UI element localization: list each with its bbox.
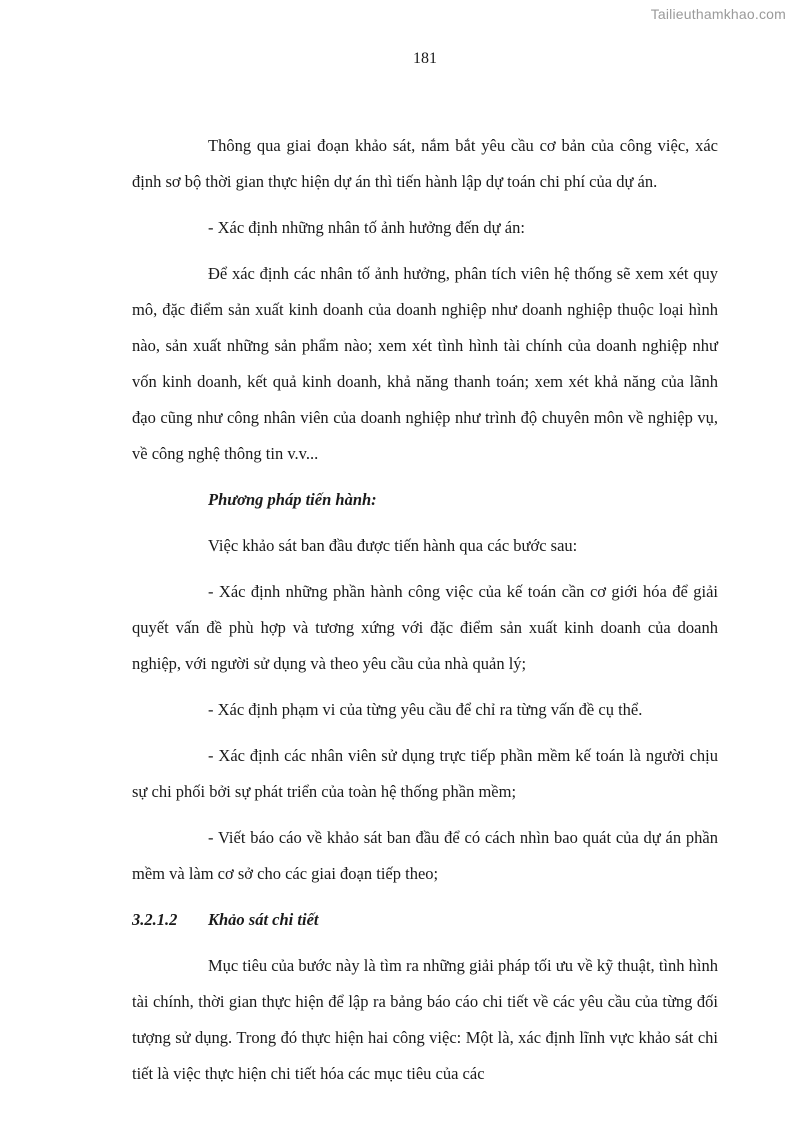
paragraph-8: - Viết báo cáo về khảo sát ban đầu để có cách nhìn bao quát của dự án phần mềm và làm cơ sở cho các giai đoạn tiếp theo; (132, 828, 718, 883)
watermark: Tailieuthamkhao.com (650, 6, 786, 22)
section-heading (132, 902, 718, 938)
paragraph-3: Để xác định các nhân tố ảnh hưởng, phân tích viên hệ thống sẽ xem xét quy mô, đặc điểm sản xuất kinh doanh của doanh nghiệp như doanh nghiệp thuộc loại hình nào, sản xuất những sản phẩm nào; xem xét tình hình tài chính của doanh nghiệp như vốn kinh doanh, kết quả kinh doanh, khả năng thanh toán; xem xét khả năng của lãnh đạo cũng như công nhân viên của doanh nghiệp như trình độ chuyên môn về nghiệp vụ, về công nghệ thông tin v.v... (132, 264, 718, 463)
paragraph-7: - Xác định các nhân viên sử dụng trực tiếp phần mềm kế toán là người chịu sự chi phối bởi sự phát triển của toàn hệ thống phần mềm; (132, 746, 718, 801)
subheading-method: Phương pháp tiến hành: (208, 490, 377, 509)
paragraph-9: Mục tiêu của bước này là tìm ra những giải pháp tối ưu về kỹ thuật, tình hình tài chính, thời gian thực hiện để lập ra bảng báo cáo chi tiết về các yêu cầu của từng đối tượng sử dụng. Trong đó thực hiện hai công việc: Một là, xác định lĩnh vực khảo sát chi tiết là việc thực hiện chi tiết hóa các mục tiêu của các (132, 956, 718, 1083)
section-title: Khảo sát chi tiết (208, 910, 319, 929)
paragraph-2: - Xác định những nhân tố ảnh hưởng đến dự án: (208, 218, 525, 237)
document-body (132, 128, 718, 1102)
page-number: 181 (413, 50, 437, 67)
paragraph-5: - Xác định những phần hành công việc của kế toán cần cơ giới hóa để giải quyết vấn đề phù hợp và tương xứng với đặc điểm sản xuất kinh doanh của doanh nghiệp, với người sử dụng và theo yêu cầu của nhà quản lý; (132, 582, 718, 673)
paragraph-1: Thông qua giai đoạn khảo sát, nắm bắt yêu cầu cơ bản của công việc, xác định sơ bộ thời gian thực hiện dự án thì tiến hành lập dự toán chi phí của dự án. (132, 136, 718, 191)
paragraph-6: - Xác định phạm vi của từng yêu cầu để chỉ ra từng vấn đề cụ thể. (208, 700, 643, 719)
section-number: 3.2.1.2 (132, 910, 178, 929)
paragraph-4: Việc khảo sát ban đầu được tiến hành qua các bước sau: (208, 536, 578, 555)
